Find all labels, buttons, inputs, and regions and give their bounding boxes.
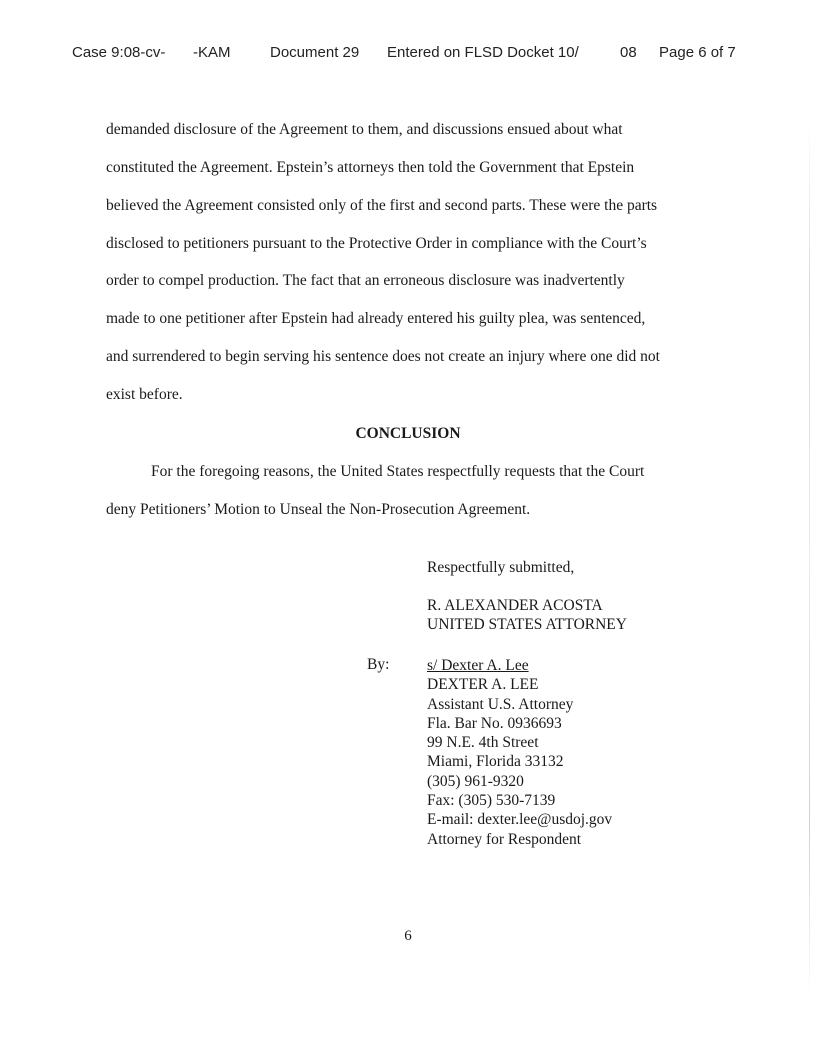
header-entered: Entered on FLSD Docket 10/ bbox=[387, 44, 582, 61]
body-line: exist before. bbox=[106, 386, 183, 403]
body-line: made to one petitioner after Epstein had already entered his guilty plea, was sentenced, bbox=[106, 310, 646, 327]
header-case: Case 9:08-cv- bbox=[72, 44, 169, 61]
docket-header bbox=[0, 44, 816, 64]
conclusion-heading: CONCLUSION bbox=[355, 425, 461, 442]
signer-title: Assistant U.S. Attorney bbox=[427, 695, 574, 713]
phone-number: (305) 961-9320 bbox=[427, 772, 524, 790]
email-address: E-mail: dexter.lee@usdoj.gov bbox=[427, 811, 613, 829]
body-line: believed the Agreement consisted only of the first and second parts. These were the parts bbox=[106, 197, 658, 214]
signatory-name: R. ALEXANDER ACOSTA bbox=[427, 597, 603, 614]
body-line: constituted the Agreement. Epstein’s attorneys then told the Government that Epstein bbox=[106, 159, 635, 176]
body-line: and surrendered to begin serving his sentence does not create an injury where one did not bbox=[106, 348, 660, 365]
conclusion-line-1: For the foregoing reasons, the United States respectfully requests that the Court bbox=[151, 463, 645, 480]
city-address: Miami, Florida 33132 bbox=[427, 753, 564, 771]
body-line: disclosed to petitioners pursuant to the Protective Order in compliance with the Court’s bbox=[106, 235, 647, 252]
street-address: 99 N.E. 4th Street bbox=[427, 734, 539, 752]
header-case-suffix: -KAM bbox=[190, 44, 231, 61]
body-line: demanded disclosure of the Agreement to them, and discussions ensued about what bbox=[106, 121, 623, 138]
body-line: order to compel production. The fact that an erroneous disclosure was inadvertently bbox=[106, 272, 625, 289]
conclusion-line-2: deny Petitioners’ Motion to Unseal the Non-Prosecution Agreement. bbox=[106, 501, 531, 518]
signatory-title: UNITED STATES ATTORNEY bbox=[427, 616, 627, 633]
header-page: Page 6 of 7 bbox=[659, 44, 736, 61]
page-number: 6 bbox=[404, 928, 412, 944]
bar-number: Fla. Bar No. 0936693 bbox=[427, 714, 562, 732]
signature-block bbox=[427, 656, 653, 849]
scan-edge-artifact bbox=[809, 120, 810, 1000]
signer-name: DEXTER A. LEE bbox=[427, 676, 539, 694]
header-document: Document 29 bbox=[270, 44, 360, 61]
header-year: 08 bbox=[620, 44, 637, 61]
signer-role: Attorney for Respondent bbox=[427, 830, 582, 848]
by-label: By: bbox=[367, 656, 390, 673]
signature-line: s/ Dexter A. Lee bbox=[427, 657, 529, 674]
closing: Respectfully submitted, bbox=[427, 559, 575, 576]
fax-number: Fax: (305) 530-7139 bbox=[427, 792, 556, 810]
